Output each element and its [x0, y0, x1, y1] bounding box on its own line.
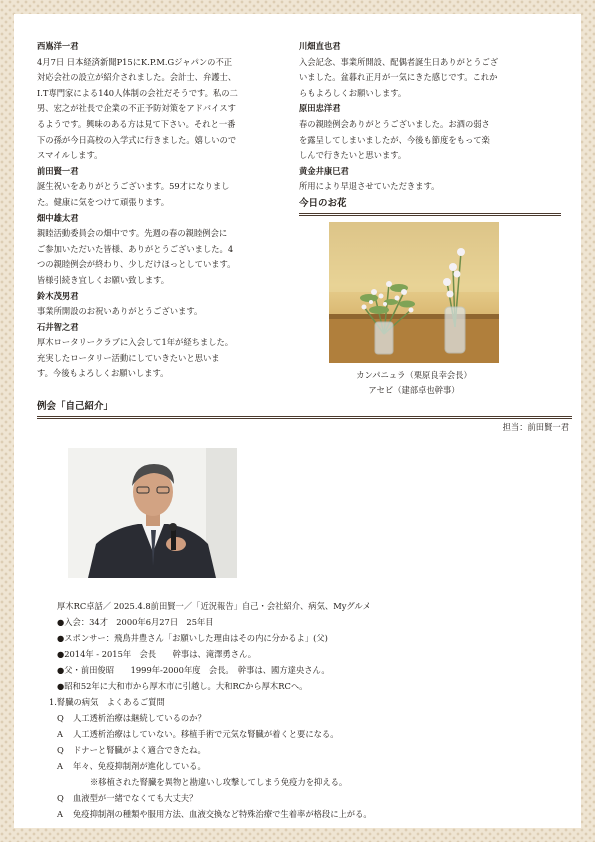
smile-entry	[37, 211, 287, 289]
faq-mark: A	[57, 761, 63, 771]
member-name: 西嶌洋一君	[37, 41, 79, 51]
in-charge-label: 担当：前田賢一君	[502, 422, 569, 432]
faq-item	[57, 726, 557, 742]
entry-text: 入会記念、事業所開設、配偶者誕生日ありがとうござ いました。盆暮れ正月が一気にきた感じです。これか らもよろしくお願いします。	[299, 56, 499, 98]
profile-line: ●父・前田俊昭 1999年-2000年度 会長。 幹事は、國方達央さん。	[57, 665, 330, 675]
faq-text: ドナーと腎臓がよく適合できたね。	[73, 745, 206, 755]
self-introduction	[49, 598, 557, 822]
smile-entry	[299, 164, 567, 195]
faq-text: 年々、免疫抑制剤が進化している。	[73, 761, 206, 771]
smile-entry	[37, 39, 287, 164]
speaker-photo	[68, 448, 237, 578]
entry-text: 所用により早退させていただきます。	[299, 181, 440, 192]
faq-text: 免疫抑制剤の種類や服用方法、血液交換など特殊治療で生着率が格段に上がる。	[73, 809, 372, 819]
member-name: 原田忠洋君	[299, 103, 341, 114]
member-name: 川畑直也君	[299, 41, 341, 51]
flower-caption-line: アセビ（建部卓也幹事）	[368, 385, 460, 395]
member-name: 鈴木茂男君	[37, 290, 79, 301]
newsletter-page	[14, 14, 581, 828]
entry-text: 厚木ロータリークラブに入会して1年が経ちました。 充実したロータリー活動にしていきたいと思いま す。今後もよろしくお願いします。	[37, 337, 234, 379]
flower-photo	[329, 222, 499, 363]
faq-mark: Q	[57, 745, 64, 755]
smile-entry	[37, 320, 287, 382]
faq-item	[57, 710, 557, 726]
faq-mark: Q	[57, 793, 64, 803]
meeting-heading: 例会「自己紹介」	[37, 400, 572, 419]
flower-caption-line: カンパニュラ（栗原良幸会長）	[356, 370, 472, 380]
flower-arrangement-image	[329, 222, 499, 363]
flower-caption	[334, 368, 494, 398]
member-name: 畑中雄太君	[37, 212, 79, 223]
smile-entry	[299, 101, 567, 163]
faq-item	[57, 742, 557, 758]
faq-item	[57, 790, 557, 806]
entry-text: 事業所開設のお祝いありがとうございます。	[37, 306, 203, 317]
faq-mark: Q	[57, 713, 64, 723]
faq-title: 1.腎臓の病気 よくあるご質問	[49, 697, 165, 707]
profile-line: ●昭和52年に大和市から厚木市に引越し。大和RCから厚木RCへ。	[57, 681, 308, 691]
faq-text: 人工透析治療は継続しているのか？	[73, 713, 206, 723]
entry-text: 4月7日 日本経済新聞P15にK.P.M.Gジャパンの不正 対応会社の設立が紹介されました。会計士、弁護士、 I.T専門家による140人体制の会社だそうです。私の二 男、宏之が社長で企業の不正予防対策をアドバイスす るようです。興味のある方は見て下さい。それと一番 下の孫が今日高校の入学式に行きました。嬉しいので スマイルします。	[37, 56, 238, 161]
faq-note	[57, 774, 557, 790]
entry-text: 誕生祝いをありがとうございます。59才になりまし た。健康に気をつけて頑張ります。	[37, 181, 230, 207]
faq-mark: A	[57, 809, 63, 819]
faq-text: ※移植された腎臓を異物と勘違いし攻撃してしまう免疫力を抑える。	[90, 777, 348, 787]
entry-text: 親睦活動委員会の畑中です。先週の春の親睦例会に ご参加いただいた皆様、ありがとうございました。4 つの親睦例会が終わり、少しだけほっとしています。 皆様引続き宜しくお願い致します。	[37, 228, 236, 285]
profile-line: ●スポンサー：飛鳥井豊さん「お願いした理由はその内に分かるよ」(父)	[57, 633, 328, 643]
member-name: 黄金井康巳君	[299, 165, 349, 176]
flowers-heading: 今日のお花	[299, 197, 561, 216]
member-name: 石井智之君	[37, 321, 79, 332]
smile-entry	[37, 164, 287, 211]
member-name: 前田賢一君	[37, 165, 79, 176]
smile-box-left-column	[37, 39, 287, 382]
profile-line: ●入会：34才 2000年6月27日 25年目	[57, 617, 214, 627]
smile-box-right-column	[299, 39, 567, 195]
smile-entry	[37, 289, 287, 320]
entry-text: 春の親睦例会ありがとうございました。お酒の弱さ を露呈してしまいましたが、今後も節度をもって楽 しんで行きたいと思います。	[299, 118, 490, 161]
faq-text: 人工透析治療はしていない。移植手術で元気な腎臓が着くと要になる。	[73, 729, 339, 739]
faq-item	[57, 758, 557, 774]
speaker-image	[68, 448, 237, 578]
faq-mark: A	[57, 729, 63, 739]
profile-line: 厚木RC卓話／ 2025.4.8前田賢一／「近況報告」自己・会社紹介、病気、Myグルメ	[57, 601, 371, 611]
faq-item	[57, 806, 557, 822]
profile-line: ●2014年 - 2015年 会長 幹事は、滝澤勇さん。	[57, 649, 257, 659]
faq-text: 血液型が一緒でなくても大丈夫？	[73, 793, 198, 803]
smile-entry	[299, 39, 567, 101]
